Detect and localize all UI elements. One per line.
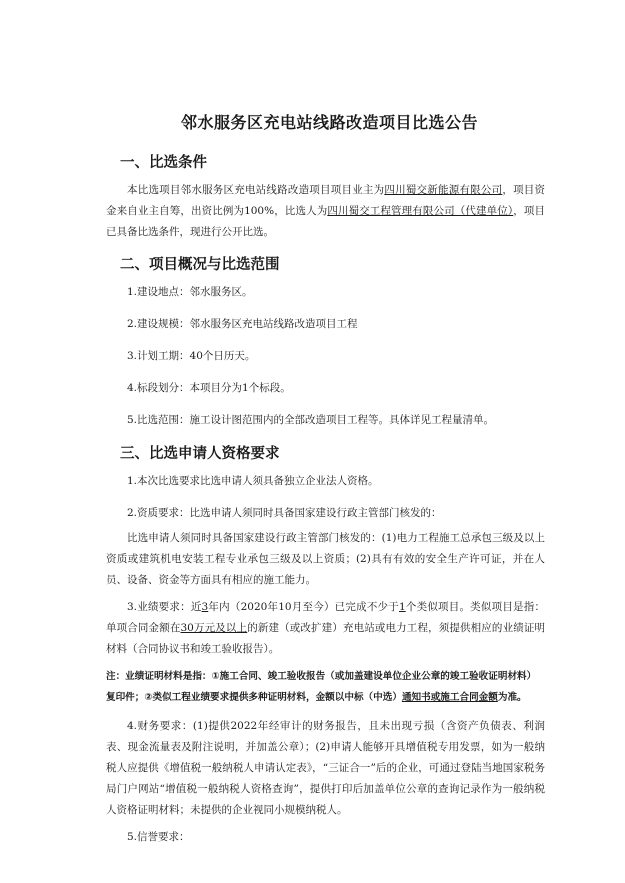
section-heading-conditions: 一、比选条件: [120, 155, 207, 171]
performance-amount: 30万元及以上: [180, 622, 248, 634]
performance-text-1: 3.业绩要求：近: [127, 601, 202, 613]
performance-years: 3: [201, 601, 209, 613]
performance-paragraph: [106, 597, 545, 660]
note-underlined: 通知书或施工合同金额: [401, 692, 498, 703]
agent-name: 四川蜀交工程管理有限公司（代建单位）: [327, 205, 514, 217]
performance-note: [106, 666, 545, 708]
overview-item-location: 1.建设地点：邻水服务区。: [127, 286, 253, 298]
section-heading-qualification: 三、比选申请人资格要求: [120, 446, 280, 462]
qualification-item-license: 2.资质要求：比选申请人须同时具备国家建设行政主管部门核发的：: [127, 507, 442, 519]
note-text-1: 注：业绩证明材料是指：①施工合同、竣工验收报告（或加盖建设单位企业公章的竣工验收证明材料）复印件；②类似工程业绩要求提供多种证明材料，金额以中标（中选）: [106, 671, 537, 703]
overview-item-scale: 2.建设规模：邻水服务区充电站线路改造项目工程: [127, 318, 358, 330]
performance-count: 1: [398, 601, 406, 613]
license-detail-paragraph: 比选申请人须同时具备国家建设行政主管部门核发的：(1)电力工程施工总承包三级及以上资质或建筑机电安装工程专业承包三级及以上资质；(2)具有有效的安全生产许可证，并在人员、设备、资金等方面具有相应的施工能力。: [106, 532, 545, 586]
owner-name: 四川蜀交新能源有限公司: [384, 184, 503, 196]
note-text-2: 为准。: [497, 692, 527, 703]
qualification-item-credit: 5.信誉要求：: [127, 831, 190, 843]
overview-item-lots: 4.标段划分：本项目分为1个标段。: [127, 382, 291, 394]
performance-text-2: 年内（2020年10月至今）已完成不少于: [208, 601, 399, 613]
overview-item-scope: 5.比选范围：施工设计图范围内的全部改造项目工程等。具体详见工程量清单。: [127, 414, 495, 426]
performance-text-3: 个类似项目。类似项目是指：单项合同金额在: [106, 601, 545, 634]
conditions-paragraph: [106, 180, 545, 243]
conditions-text-2: ，项目资金来自业主自筹，出资比例为100%，比选人为: [106, 184, 546, 217]
conditions-text-3: ，项目已具备比选条件，现进行公开比选。: [106, 205, 546, 238]
qualification-item-legal: 1.本次比选要求比选申请人须具备独立企业法人资格。: [127, 475, 379, 487]
page-title: 邻水服务区充电站线路改造项目比选公告: [180, 113, 478, 132]
finance-paragraph: 4.财务要求：(1)提供2022年经审计的财务报告，且未出现亏损（含资产负债表、利润表、现金流量表及附注说明，并加盖公章）；(2)申请人能够开具增值税专用发票，如为一般纳税人应提供《增值税一般纳税人申请认定表》，“三证合一”后的企业，可通过登陆当地国家税务局门户网站“增值税一般纳税人资格查询”，提供打印后加盖单位公章的查询记录作为一般纳税人资格证明材料；未提供的企业视同小规模纳税人。: [106, 720, 545, 816]
section-heading-overview: 二、项目概况与比选范围: [120, 257, 280, 273]
overview-item-duration: 3.计划工期：40个日历天。: [127, 350, 256, 362]
conditions-text-1: 本比选项目邻水服务区充电站线路改造项目项目业主为: [127, 184, 385, 196]
performance-text-4: 的新建（或改扩建）充电站或电力工程，须提供相应的业绩证明材料（合同协议书和竣工验收报告）。: [106, 622, 545, 655]
